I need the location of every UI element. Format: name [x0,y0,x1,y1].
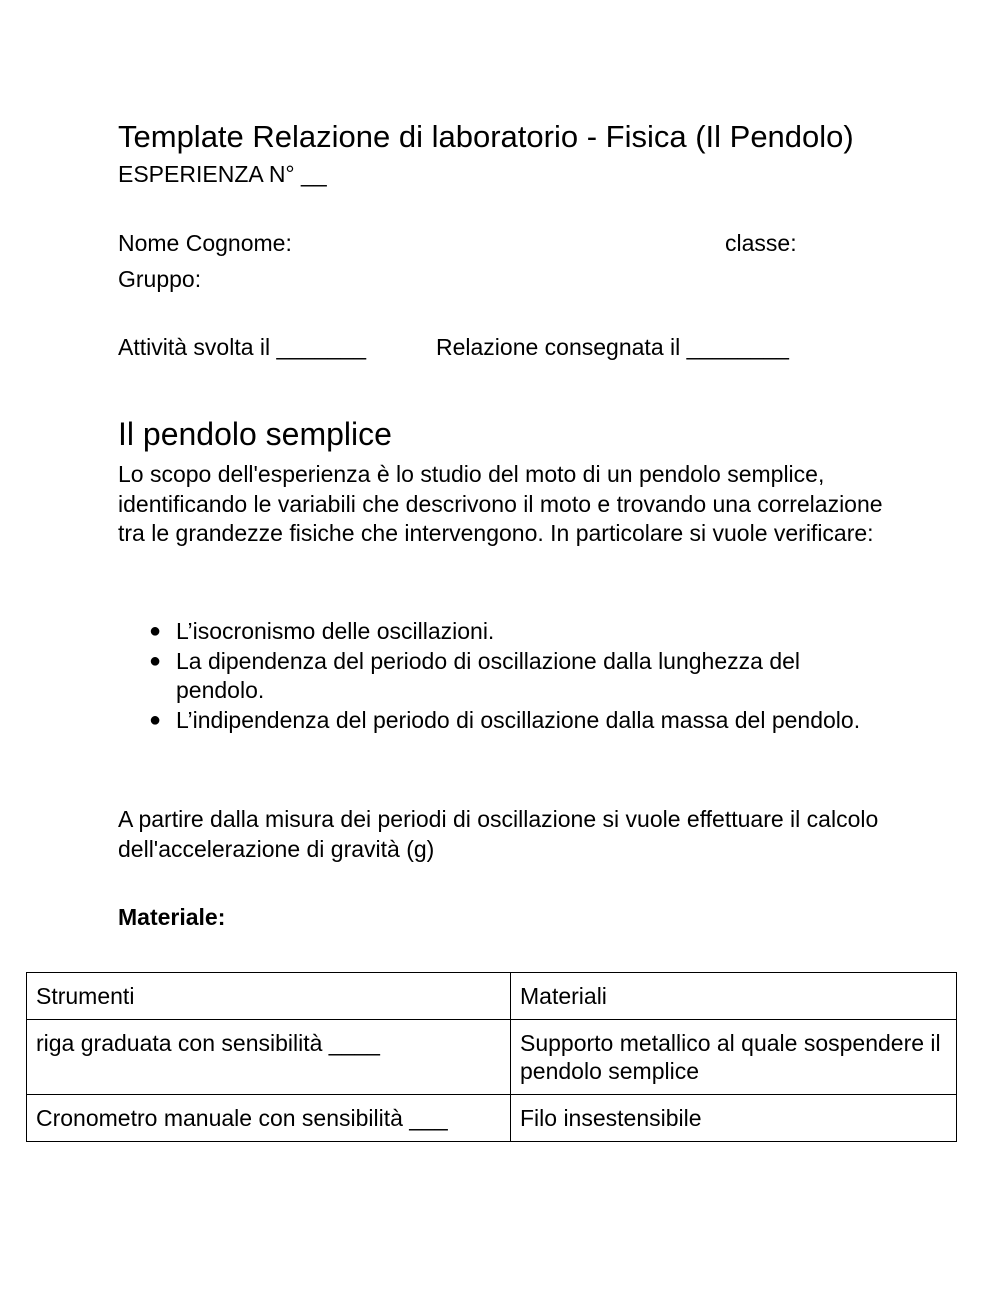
table-cell: riga graduata con sensibilità ____ [27,1020,511,1095]
group-label: Gruppo: [118,266,202,292]
bullet-icon: ● [149,708,162,731]
table-header-cell: Materiali [511,973,957,1020]
table-cell: Supporto metallico al quale sospendere il pendolo semplice [511,1020,957,1095]
table-row [27,1020,957,1095]
name-label: Nome Cognome: [118,230,292,256]
class-label: classe: [725,230,797,256]
list-item: ● L’isocronismo delle oscillazioni. [118,617,878,647]
delivery-date: Relazione consegnata il ________ [436,334,789,360]
list-item: ● L’indipendenza del periodo di oscillazione dalla massa del pendolo. [118,706,878,736]
section-title: Il pendolo semplice [118,416,392,452]
activity-date: Attività svolta il _______ [118,334,367,360]
materials-heading: Materiale: [118,904,226,930]
document-title: Template Relazione di laboratorio - Fisica (Il Pendolo) [118,119,854,154]
bullet-icon: ● [149,649,162,672]
objectives-list [118,617,878,735]
bullet-icon: ● [149,620,162,642]
table-header-cell: Strumenti [27,973,511,1020]
intro-paragraph: Lo scopo dell'esperienza è lo studio del moto di un pendolo semplice, identificando le variabili che descrivono il moto e trovando una correlazione tra le grandezze fisiche che intervengono. In particolare si vuole verificare: [118,461,883,546]
table-cell: Filo insestensibile [511,1095,957,1142]
materials-table [26,972,957,1142]
list-item: ● La dipendenza del periodo di oscillazione dalla lunghezza del pendolo. [149,647,801,703]
gravity-paragraph: A partire dalla misura dei periodi di oscillazione si vuole effettuare il calcolo dell'accelerazione di gravità (g) [118,806,879,862]
table-header-row [27,973,957,1020]
table-cell: Cronometro manuale con sensibilità ___ [27,1095,511,1142]
table-row [27,1095,957,1142]
experience-number: ESPERIENZA N° __ [118,161,327,187]
